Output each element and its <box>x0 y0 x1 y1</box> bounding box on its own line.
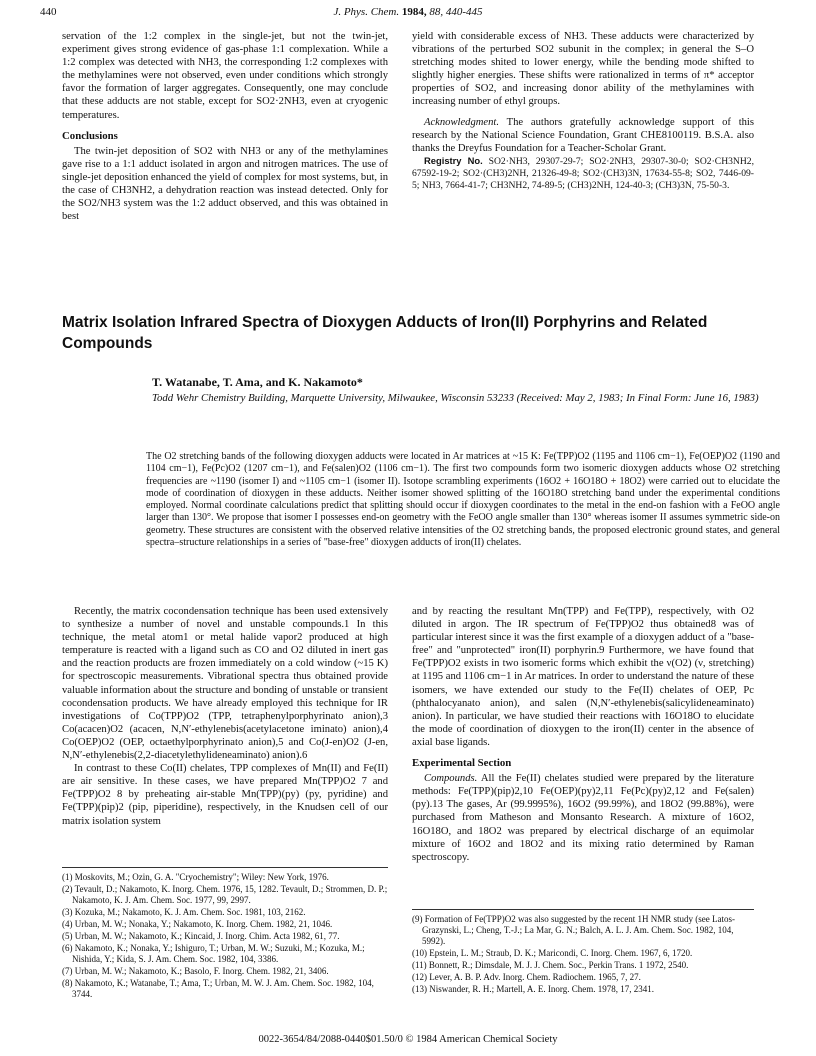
footnote: (13) Niswander, R. H.; Martell, A. E. Inorg. Chem. 1978, 17, 2341. <box>412 984 654 994</box>
footnote: (4) Urban, M. W.; Nonaka, Y.; Nakamoto, K. Inorg. Chem. 1982, 21, 1046. <box>62 919 333 929</box>
footnote: (8) Nakamoto, K.; Watanabe, T.; Ama, T.; Urban, M. W. J. Am. Chem. Soc. 1982, 104, 3744. <box>62 978 374 999</box>
page-number: 440 <box>40 6 57 18</box>
acknowledgment-label: Acknowledgment. <box>424 116 500 128</box>
body-paragraph: and by reacting the resultant Mn(TPP) and Fe(TPP), respectively, with O2 diluted in argon. The IR spectrum of Fe(TPP)O2 thus obtained8 was of particular interest since it was the first example of a dioxygen adduct of a "base-free" and "unprotected" iron(II) porphyrin.9 Furthermore, we have found that Fe(TPP)O2 exists in two isomeric forms which exhibit the ν(O2) (ν, stretching) at 1195 and 1106 cm−1 in Ar matrices. In order to understand the nature of these isomers, we have extended our study to the Fe(II) chelates of OEP, Pc (phthalocyanato anion), and salen (N,N′-ethylenebis(salicylideneaminato) anion). In particular, we have studied their reactions with 16O18O to elucidate the mode of coordination of dioxygen to the iron(II) center in the absence of axial base ligands. <box>412 606 754 748</box>
footnote-rule-left <box>62 867 388 868</box>
registry-numbers <box>412 155 754 192</box>
footnote: (12) Lever, A. B. P. Adv. Inorg. Chem. Radiochem. 1965, 7, 27. <box>412 972 641 982</box>
journal-volume-pages: 88, 440-445 <box>429 6 483 18</box>
registry-label: Registry No. <box>424 154 483 166</box>
acknowledgment-text: The authors gratefully acknowledge support of this research by the National Science Foundation, Grant CHE8100119. B.S.A. also thanks the Dreyfus Foundation for a Teacher-Scholar Grant. <box>412 116 754 154</box>
footnote: (3) Kozuka, M.; Nakamoto, K. J. Am. Chem. Soc. 1981, 103, 2162. <box>62 907 306 917</box>
footnote: (11) Bonnett, R.; Dimsdale, M. J. J. Chem. Soc., Perkin Trans. 1 1972, 2540. <box>412 960 689 970</box>
footnotes-right <box>412 914 754 996</box>
footnotes-left <box>62 872 388 1001</box>
article-authors: T. Watanabe, T. Ama, and K. Nakamoto* <box>152 375 363 389</box>
conclusions-heading: Conclusions <box>62 129 118 142</box>
footnote: (9) Formation of Fe(TPP)O2 was also suggested by the recent 1H NMR study (see Latos-Grazynski, L.; Cheng, T.-J.; La Mar, G. N.; Balch, A. L. J. Am. Chem. Soc. 1982, 104, 5992). <box>412 914 735 946</box>
experimental-heading: Experimental Section <box>412 757 512 770</box>
compounds-paragraph <box>412 772 754 864</box>
prev-article-left-column <box>62 30 388 223</box>
footnote: (1) Moskovits, M.; Ozin, G. A. "Cryochemistry"; Wiley: New York, 1976. <box>62 872 329 882</box>
prev-article-paragraph: servation of the 1:2 complex in the single-jet, but not the twin-jet, experiment gives strong evidence of gas-phase 1:1 complexation. While a 1:2 complex was detected with NH3, the corresponding 1:2 complexes with the methylamines were not observed, even under conditions which strongly favor the formation of larger aggregates. Consequently, one may conclude that these adducts are not stable, except for SO2·2NH3, even at cryogenic temperatures. <box>62 31 388 121</box>
compounds-text: All the Fe(II) chelates studied were prepared by the literature methods: Fe(TPP)(pip)2,10 Fe(OEP)(py)2,11 Fe(Pc)(py)2,12 and Fe(salen)(py).13 The gases, Ar (99.9995%), 16O2 (99.99%), and 18O2 (99.88%), were purchased from Matheson and Monsanto Research. A mixture of 16O2, 16O18O, and 18O2 was prepared by electrical discharge of an equimolar mixture of 16O2 and 18O2 and its mixing ratio determined by Raman spectroscopy. <box>412 773 754 863</box>
footnote: (2) Tevault, D.; Nakamoto, K. Inorg. Chem. 1976, 15, 1282. Tevault, D.; Strommen, D. P.; Nakamoto, K. J. Am. Chem. Soc. 1977, 99, 2997. <box>62 884 388 905</box>
footnote: (5) Urban, M. W.; Nakamoto, K.; Kincaid, J. Inorg. Chim. Acta 1982, 61, 77. <box>62 931 340 941</box>
registry-text: SO2·NH3, 29307-29-7; SO2·2NH3, 29307-30-0; SO2·CH3NH2, 67592-19-2; SO2·(CH3)2NH, 21326-49-8; SO2·(CH3)3N, 17634-55-8; SO2, 7446-09-5; NH3, 7664-41-7; CH3NH2, 74-89-5; (CH3)2NH, 124-40-3; (CH3)3N, 75-50-3. <box>412 155 754 191</box>
journal-citation <box>40 6 776 18</box>
body-paragraph: In contrast to these Co(II) chelates, TPP complexes of Mn(II) and Fe(II) are air sensitive. In these cases, we have prepared Mn(TPP)O2 7 and Fe(TPP)O2 8 by preheating air-stable Mn(TPP)(py) (py, pyridine) and Fe(TPP)(pip)2 (pip, piperidine), respectively, in the Knudsen cell of our matrix isolation system <box>62 763 388 827</box>
journal-name: J. Phys. Chem. <box>333 6 400 18</box>
conclusions-paragraph: The twin-jet deposition of SO2 with NH3 or any of the methylamines gave rise to a 1:1 adduct isolated in argon and nitrogen matrices. The use of single-jet deposition enhanced the yield of complex for most systems, but, in the case of CH3NH2, a dehydration reaction was instead detected. Only for the SO2/NH3 system was the 1:2 adduct observed, and this was obtained in best <box>62 145 388 223</box>
footnote: (10) Epstein, L. M.; Straub, D. K.; Maricondi, C. Inorg. Chem. 1967, 6, 1720. <box>412 948 693 958</box>
article-abstract: The O2 stretching bands of the following dioxygen adducts were located in Ar matrices at ~15 K: Fe(TPP)O2 (1195 and 1106 cm−1), Fe(OEP)O2 (1190 and 1104 cm−1), Fe(Pc)O2 (1207 cm−1), and Fe(salen)O2 (1106 cm−1). The first two compounds form two isomeric dioxygen adducts whose O2 stretching frequencies are ~1190 (isomer I) and ~1105 cm−1 (isomer II). Isotope scrambling experiments (16O2 + 16O18O + 18O2) were carried out to elucidate the mode of coordination of dioxygen in these adducts. Neither isomer showed splitting of the 16O18O stretching band under the experimental conditions employed. Normal coordinate calculations predict that splitting should occur if dioxygen coordinates to the metal in the end-on fashion with a FeOO angle larger than 130°. We propose that isomer I possesses end-on geometry with the FeOO angle smaller than 130° whereas isomer II assumes symmetric side-on geometry. These structures are consistent with the observed relative intensities of the O2 stretching bands, the proposed electronic ground states, and general spectra–structure relationships in a series of "base-free" dioxygen adducts of iron(II) chelates. <box>146 451 780 549</box>
acknowledgment <box>412 116 754 155</box>
footnote-rule-right <box>412 909 754 910</box>
article-title: Matrix Isolation Infrared Spectra of Dioxygen Adducts of Iron(II) Porphyrins and Related Compounds <box>62 314 708 352</box>
body-right-column <box>412 605 754 864</box>
compounds-label: Compounds. <box>424 773 478 785</box>
footnote: (7) Urban, M. W.; Nakamoto, K.; Basolo, F. Inorg. Chem. 1982, 21, 3406. <box>62 966 329 976</box>
body-paragraph: Recently, the matrix cocondensation technique has been used extensively to synthesize a number of novel and unstable compounds.1 In this technique, the metal atom1 or metal halide vapor2 produced at high temperature is reacted with a ligand such as CO and O2 diluted in inert gas and the reaction products are frozen immediately on a cold window (~15 K) for spectroscopic measurements. Vibrational spectra thus obtained provide valuable information about the structure and bonding of unstable or transient cocondensation products. We have already employed this technique for IR investigations of Co(TPP)O2 (TPP, tetraphenylporphyrinato anion),3 Co(acacen)O2 (acacen, N,N′-ethylenebis(acetylacetone iminato) anion),4 Co(OEP)O2 (OEP, octaethylporphyrinato anion),5 and Co(J-en)O2 (J-en, N,N′-ethylenebis(2,2-diacetylethylideneaminato) anion).6 <box>62 606 388 762</box>
prev-article-paragraph-right: yield with considerable excess of NH3. These adducts were characterized by vibrations of the perturbed SO2 subunit in the complex; in general the S–O stretching modes shited to lower energy, while the bending mode shifted to slightly higher energies. These shifts were rationalized in terms of π* acceptor properties of SO2, and increasing donor ability of the methylamines with increasing number of ethyl groups. <box>412 31 754 108</box>
body-left-column <box>62 605 388 828</box>
article-affiliation: Todd Wehr Chemistry Building, Marquette University, Milwaukee, Wisconsin 53233 (Received: May 2, 1983; In Final Form: June 16, 1983) <box>152 392 759 404</box>
prev-article-right-column <box>412 30 754 192</box>
footnote: (6) Nakamoto, K.; Nonaka, Y.; Ishiguro, T.; Urban, M. W.; Suzuki, M.; Kozuka, M.; Nishida, Y.; Kida, S. J. Am. Chem. Soc. 1982, 104, 3386. <box>62 943 365 964</box>
copyright-footer: 0022-3654/84/2088-0440$01.50/0 © 1984 American Chemical Society <box>258 1034 558 1045</box>
journal-year: 1984, <box>401 6 427 18</box>
